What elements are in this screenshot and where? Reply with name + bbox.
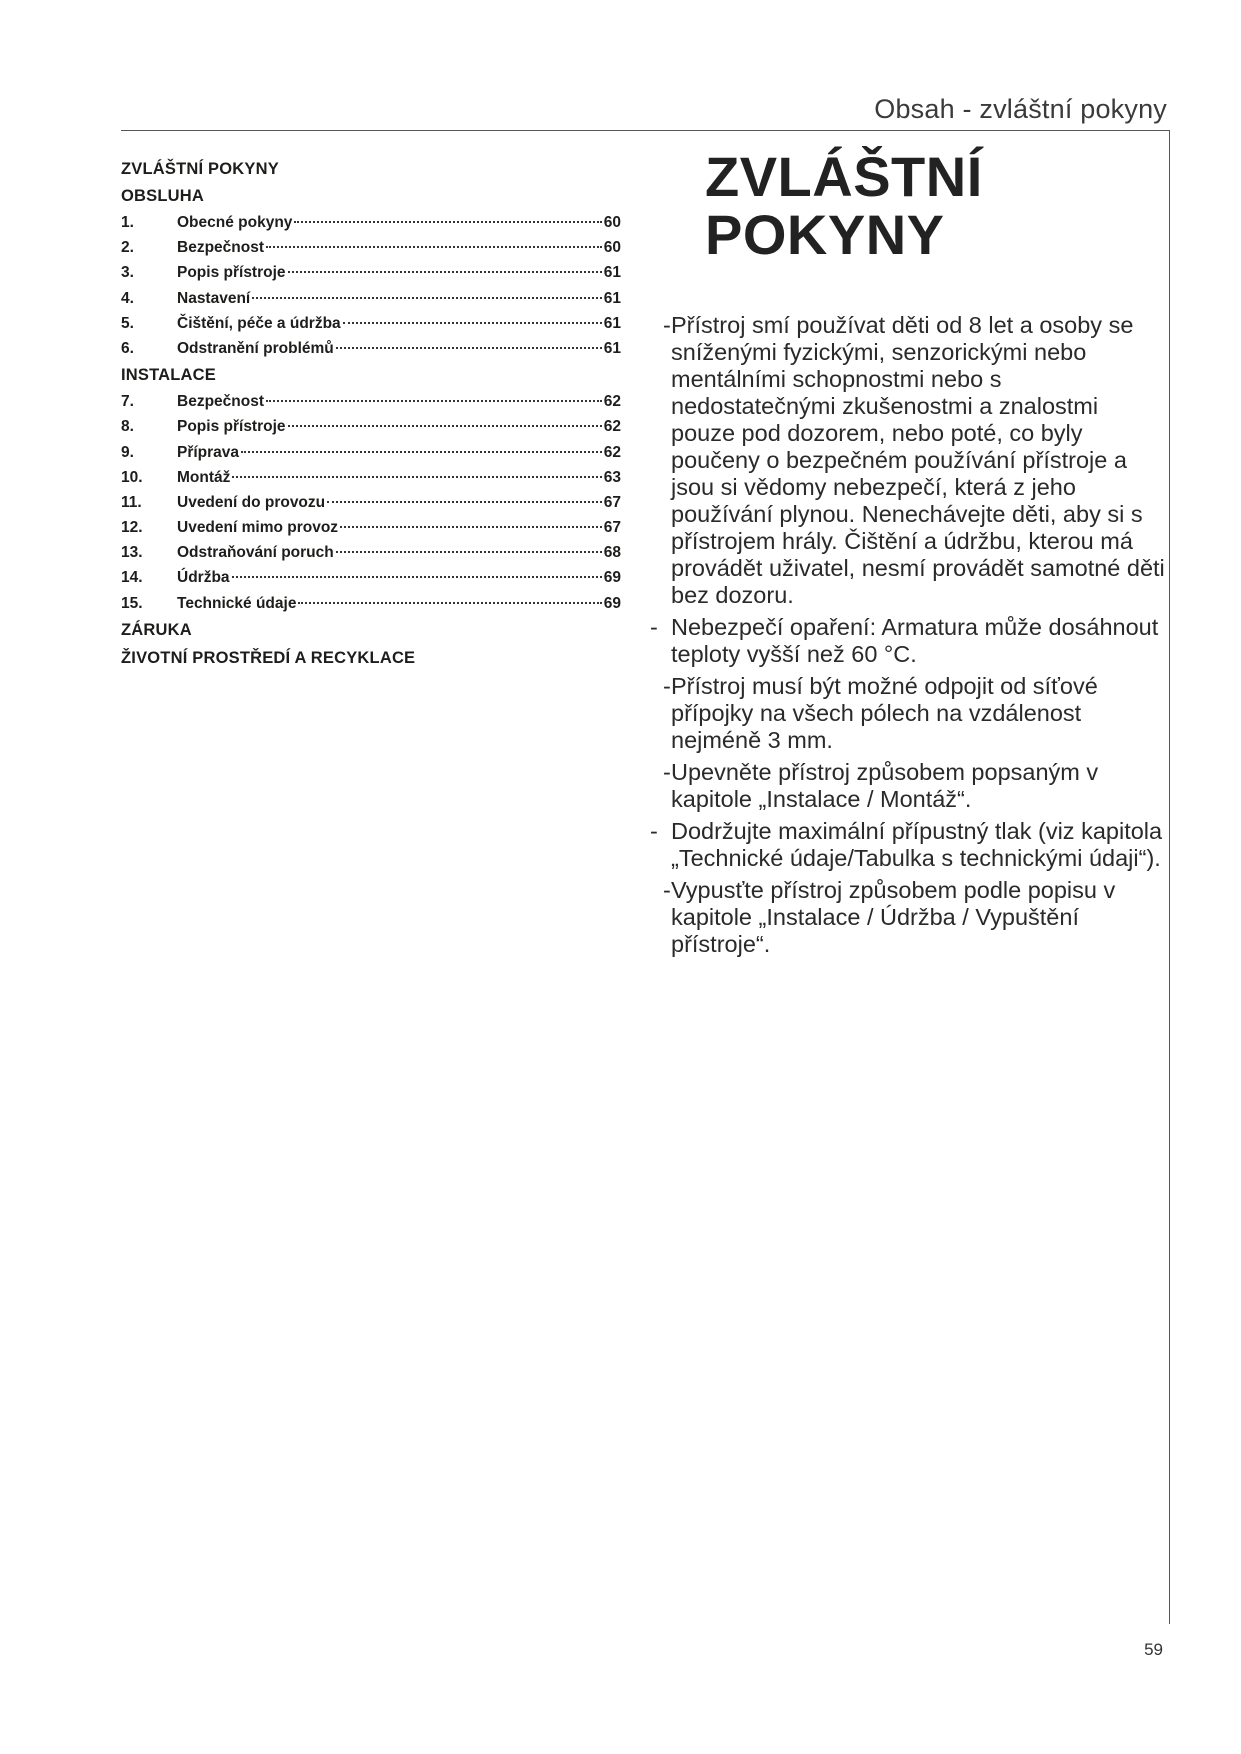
instruction-text: Dodržujte maximální přípustný tlak (viz kapitola „Technické údaje/Tabulka s technickými údaji“). [671, 818, 1163, 871]
special-instructions-list [650, 312, 1165, 963]
toc-dot-leader [336, 550, 602, 553]
instruction-text: Nebezpečí opaření: Armatura může dosáhnout teploty vyšší než 60 °C. [671, 614, 1159, 667]
toc-entry-label: Uvedení do provozu [177, 493, 326, 511]
toc-dot-leader [288, 424, 602, 427]
instruction-text: Přístroj smí používat děti od 8 let a osoby se sníženými fyzickými, senzorickými nebo mentálními schopnostmi nebo s nedostatečnými zkušenostmi a znalostmi pouze pod dozorem, nebo poté, co byly poučeny o bezpečném používání přístroje a jsou si vědomy nebezpečí, která z jeho používání plynou. Nenechávejte děti, aby si s přístrojem hrály. Čištění a údržbu, kterou má provádět uživatel, nesmí provádět samotné děti bez dozoru. [671, 312, 1165, 608]
toc-entry-label: Odstranění problémů [177, 339, 334, 357]
toc-entry-number: 3. [121, 264, 134, 282]
toc-entry-label: Údržba [177, 569, 230, 587]
toc-entry[interactable] [121, 311, 621, 336]
toc-entry[interactable] [121, 465, 621, 490]
toc-dot-leader [266, 399, 602, 402]
table-of-contents [121, 156, 621, 672]
toc-entry-page: 60 [603, 239, 621, 257]
toc-entry-page: 62 [603, 393, 621, 411]
instruction-text: Upevněte přístroj způsobem popsaným v kapitole „Instalace / Montáž“. [671, 759, 1099, 812]
toc-entry-number: 13. [121, 544, 143, 562]
instruction-item [650, 614, 1165, 668]
toc-entry-page: 61 [603, 289, 621, 307]
toc-entry[interactable] [121, 565, 621, 590]
instruction-item [650, 818, 1165, 872]
toc-entry-label: Čištění, péče a údržba [177, 314, 341, 332]
toc-entry-number: 10. [121, 468, 143, 486]
toc-entry-page: 67 [603, 493, 621, 511]
dash-bullet: - [663, 312, 671, 338]
toc-entry-page: 68 [603, 544, 621, 562]
toc-entry-label: Popis přístroje [177, 418, 286, 436]
toc-heading-installation[interactable]: INSTALACE [121, 366, 216, 385]
toc-dot-leader [298, 601, 601, 604]
toc-heading-operation[interactable]: OBSLUHA [121, 187, 204, 205]
instruction-item [650, 312, 1165, 609]
toc-entry-page: 69 [603, 569, 621, 587]
toc-entry[interactable] [121, 260, 621, 285]
toc-entry-page: 63 [603, 468, 621, 486]
toc-entry-page: 69 [603, 594, 621, 612]
toc-entry[interactable] [121, 591, 621, 616]
toc-entry-page: 61 [603, 339, 621, 357]
toc-dot-leader [288, 270, 602, 273]
toc-entry[interactable] [121, 286, 621, 311]
dash-bullet: - [663, 877, 671, 903]
section-title-line-2: POKYNY [705, 203, 945, 266]
toc-entry-page: 62 [603, 443, 621, 461]
page-number: 59 [1144, 1640, 1163, 1659]
toc-entry[interactable] [121, 336, 621, 361]
instruction-item [650, 673, 1165, 754]
section-title [705, 145, 1145, 266]
toc-entry[interactable] [121, 440, 621, 465]
toc-entry-page: 60 [603, 214, 621, 231]
toc-dot-leader [294, 220, 601, 223]
toc-dot-leader [343, 321, 602, 324]
toc-entry-number: 7. [121, 393, 134, 411]
toc-dot-leader [336, 346, 602, 349]
toc-entry-number: 1. [121, 214, 134, 231]
toc-entry-page: 61 [603, 314, 621, 332]
toc-dot-leader [252, 296, 602, 299]
toc-entry-number: 9. [121, 443, 134, 461]
toc-entry-page: 61 [603, 264, 621, 282]
header-rule [121, 130, 1169, 131]
toc-dot-leader [266, 245, 602, 248]
instruction-text: Vypusťte přístroj způsobem podle popisu v kapitole „Instalace / Údržba / Vypuštění přístroje“. [671, 877, 1116, 957]
toc-entry[interactable] [121, 210, 621, 235]
toc-dot-leader [327, 500, 602, 503]
toc-dot-leader [241, 450, 602, 453]
toc-entry[interactable] [121, 235, 621, 260]
toc-entry[interactable] [121, 540, 621, 565]
toc-dot-leader [340, 525, 602, 528]
toc-entry-number: 2. [121, 239, 134, 257]
toc-entry-page: 67 [603, 519, 621, 537]
toc-entry-number: 5. [121, 314, 134, 332]
toc-entry[interactable] [121, 490, 621, 515]
toc-entry-label: Technické údaje [177, 594, 297, 612]
toc-heading-environment[interactable]: ŽIVOTNÍ PROSTŘEDÍ A RECYKLACE [121, 648, 416, 667]
toc-heading-special[interactable]: ZVLÁŠTNÍ POKYNY [121, 160, 279, 178]
dash-bullet: - [650, 818, 658, 844]
toc-entry-page: 62 [603, 418, 621, 436]
dash-bullet: - [663, 759, 671, 785]
toc-entry-number: 6. [121, 339, 134, 357]
toc-entry-label: Bezpečnost [177, 239, 264, 257]
toc-dot-leader [232, 575, 602, 578]
dash-bullet: - [650, 614, 658, 640]
toc-entry-number: 12. [121, 519, 143, 537]
page-header-title: Obsah - zvláštní pokyny [874, 94, 1167, 124]
toc-entry[interactable] [121, 515, 621, 540]
toc-entry-label: Uvedení mimo provoz [177, 519, 339, 537]
instruction-text: Přístroj musí být možné odpojit od síťové přípojky na všech pólech na vzdálenost nejméně 3 mm. [671, 673, 1098, 753]
toc-entry[interactable] [121, 414, 621, 439]
toc-entry-label: Popis přístroje [177, 264, 286, 282]
toc-entry-number: 11. [121, 493, 142, 511]
toc-entry-number: 15. [121, 594, 143, 612]
instruction-item [650, 877, 1165, 958]
section-title-line-1: ZVLÁŠTNÍ [705, 145, 983, 208]
toc-entry-label: Montáž [177, 468, 231, 486]
toc-entry-number: 8. [121, 418, 134, 436]
toc-entry-label: Odstraňování poruch [177, 544, 334, 562]
right-margin-rule [1169, 130, 1170, 1624]
toc-dot-leader [232, 475, 601, 478]
dash-bullet: - [663, 673, 671, 699]
toc-entry-number: 4. [121, 289, 134, 307]
toc-heading-warranty[interactable]: ZÁRUKA [121, 620, 192, 639]
instruction-item [650, 759, 1165, 813]
toc-entry-label: Nastavení [177, 289, 251, 307]
toc-entry-label: Obecné pokyny [177, 214, 293, 231]
toc-entry[interactable] [121, 389, 621, 414]
toc-entry-label: Příprava [177, 443, 240, 461]
toc-entry-number: 14. [121, 569, 143, 587]
toc-entry-label: Bezpečnost [177, 393, 264, 411]
